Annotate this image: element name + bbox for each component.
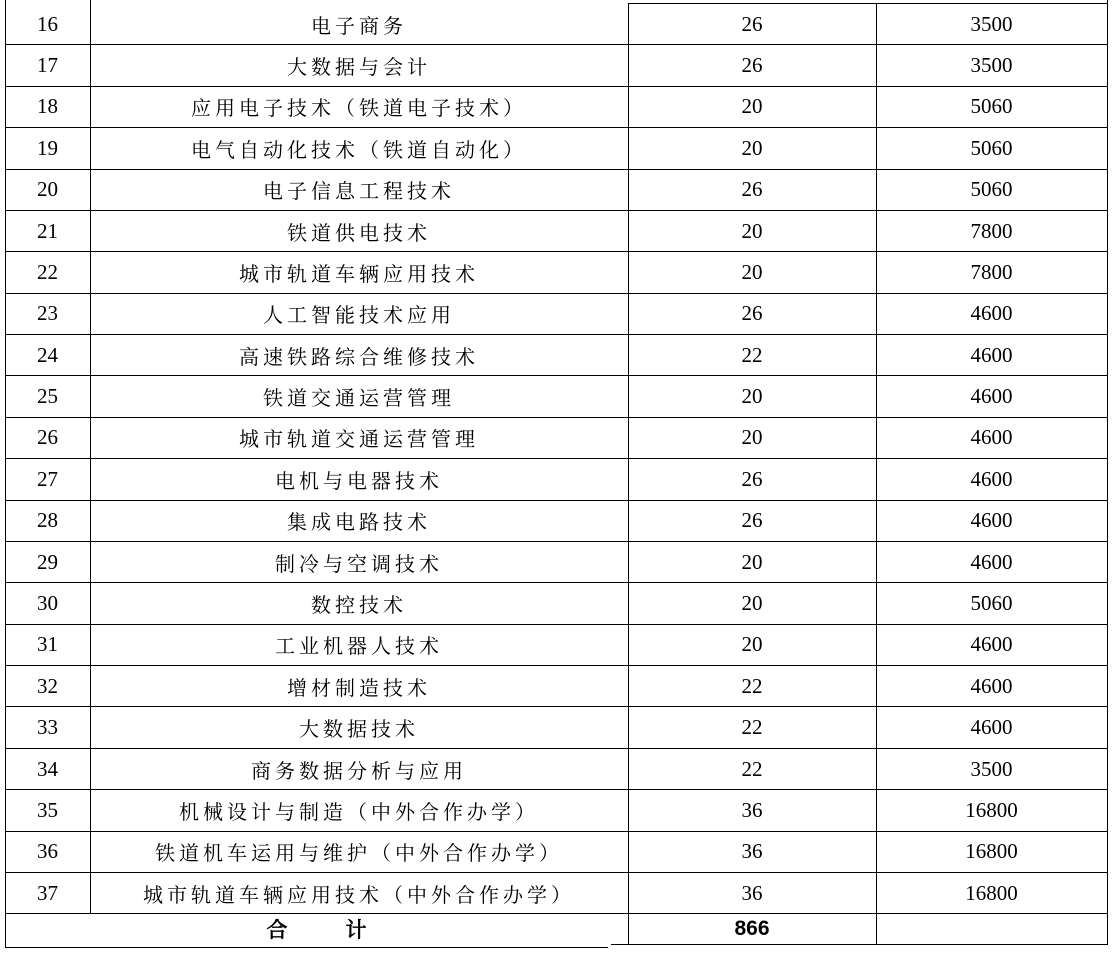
- total-label-left: 合: [266, 918, 288, 942]
- fee-value: 4600: [970, 508, 1013, 533]
- row-divider: [5, 169, 1108, 170]
- total-fee: [876, 914, 1107, 944]
- credits-value: 20: [741, 384, 763, 409]
- fee-value: 4600: [970, 673, 1013, 698]
- row-number: 23: [37, 301, 58, 326]
- credits-value: 22: [741, 715, 763, 740]
- row-divider: [5, 624, 1108, 625]
- major-name: 制冷与空调技术: [275, 551, 443, 576]
- credits-value: 26: [741, 466, 763, 491]
- row-divider: [5, 293, 1108, 294]
- table-right-border: [1107, 0, 1108, 945]
- major-name: 铁道机车运用与维护（中外合作办学）: [155, 841, 563, 866]
- row-number: 25: [37, 384, 58, 409]
- row-divider: [5, 582, 1108, 583]
- row-number: 17: [37, 53, 58, 78]
- credits-value: 26: [741, 53, 763, 78]
- credits-value: 22: [741, 342, 763, 367]
- row-number: 31: [37, 632, 58, 657]
- credits-value: 26: [741, 177, 763, 202]
- major-name: 高速铁路综合维修技术: [239, 344, 479, 369]
- table-bottom-border-left: [5, 947, 608, 948]
- row-number: 26: [37, 425, 58, 450]
- major-name: 大数据与会计: [287, 55, 431, 80]
- row-number: 35: [37, 797, 58, 822]
- fee-value: 7800: [970, 218, 1013, 243]
- row-number: 29: [37, 549, 58, 574]
- credits-value: 26: [741, 301, 763, 326]
- fee-value: 5060: [970, 135, 1013, 160]
- row-divider: [5, 789, 1108, 790]
- major-name: 城市轨道车辆应用技术（中外合作办学）: [143, 882, 575, 907]
- major-name: 铁道交通运营管理: [263, 386, 455, 411]
- credits-value: 36: [741, 797, 763, 822]
- row-number: 20: [37, 177, 58, 202]
- fee-value: 5060: [970, 591, 1013, 615]
- row-number: 24: [37, 342, 58, 367]
- fee-value: 16800: [965, 839, 1018, 864]
- credits-value: 20: [741, 94, 763, 119]
- row-number: 30: [37, 591, 58, 615]
- table-left-border: [5, 0, 6, 948]
- row-divider: [5, 375, 1108, 376]
- row-divider: [5, 500, 1108, 501]
- major-name: 工业机器人技术: [275, 634, 443, 659]
- credits-value: 20: [741, 591, 763, 615]
- row-divider: [5, 44, 1108, 45]
- row-divider: [5, 251, 1108, 252]
- row-divider: [5, 86, 1108, 87]
- major-name: 电机与电器技术: [275, 468, 443, 493]
- row-divider: [5, 541, 1108, 542]
- fee-value: 16800: [965, 880, 1018, 905]
- major-name: 商务数据分析与应用: [251, 758, 467, 783]
- table-bottom-border-right: [611, 944, 1108, 945]
- row-number: 37: [37, 880, 58, 905]
- row-number: 18: [37, 94, 58, 119]
- major-name: 集成电路技术: [287, 510, 431, 535]
- col-divider-no: [90, 0, 91, 914]
- fee-value: 4600: [970, 549, 1013, 574]
- credits-value: 22: [741, 673, 763, 698]
- row-number: 28: [37, 508, 58, 533]
- fee-value: 16800: [965, 797, 1018, 822]
- fee-value: 5060: [970, 177, 1013, 202]
- major-name: 增材制造技术: [287, 675, 431, 700]
- row-divider: [5, 127, 1108, 128]
- row-divider: [5, 872, 1108, 873]
- row-number: 16: [37, 11, 58, 36]
- fee-value: 3500: [970, 756, 1013, 781]
- credits-value: 20: [741, 425, 763, 450]
- major-name: 电子商务: [311, 13, 407, 38]
- credits-value: 36: [741, 880, 763, 905]
- col-divider-major: [628, 3, 629, 945]
- total-credits: 866: [734, 917, 770, 940]
- major-name: 电气自动化技术（铁道自动化）: [191, 137, 527, 162]
- fee-value: 7800: [970, 259, 1013, 284]
- row-number: 34: [37, 756, 58, 781]
- row-number: 22: [37, 259, 58, 284]
- row-number: 27: [37, 466, 58, 491]
- fee-value: 5060: [970, 94, 1013, 119]
- fee-value: 4600: [970, 342, 1013, 367]
- credits-value: 36: [741, 839, 763, 864]
- row-divider: [5, 334, 1108, 335]
- credits-value: 22: [741, 756, 763, 781]
- fee-value: 4600: [970, 384, 1013, 409]
- row-number: 36: [37, 839, 58, 864]
- major-name: 人工智能技术应用: [263, 303, 455, 328]
- row-number: 19: [37, 135, 58, 160]
- credits-value: 20: [741, 259, 763, 284]
- row-divider: [5, 417, 1108, 418]
- row-divider: [5, 665, 1108, 666]
- fee-value: 3500: [970, 53, 1013, 78]
- major-name: 大数据技术: [299, 717, 419, 742]
- fee-value: 4600: [970, 301, 1013, 326]
- major-name: 机械设计与制造（中外合作办学）: [179, 799, 539, 824]
- table-top-border: [628, 3, 1108, 4]
- row-divider: [5, 748, 1108, 749]
- credits-value: 20: [741, 549, 763, 574]
- credits-value: 20: [741, 218, 763, 243]
- row-divider: [5, 458, 1108, 459]
- row-divider: [5, 831, 1108, 832]
- major-name: 数控技术: [311, 593, 407, 617]
- major-name: 城市轨道车辆应用技术: [239, 261, 479, 286]
- row-number: 33: [37, 715, 58, 740]
- fee-value: 4600: [970, 425, 1013, 450]
- total-label-right: 计: [345, 918, 367, 942]
- credits-value: 26: [741, 508, 763, 533]
- major-name: 城市轨道交通运营管理: [239, 427, 479, 452]
- major-name: 铁道供电技术: [287, 220, 431, 245]
- major-name: 电子信息工程技术: [263, 179, 455, 204]
- fee-value: 4600: [970, 715, 1013, 740]
- major-name: 应用电子技术（铁道电子技术）: [191, 96, 527, 121]
- row-number: 21: [37, 218, 58, 243]
- row-number: 32: [37, 673, 58, 698]
- row-divider: [5, 210, 1108, 211]
- total-label: [5, 914, 628, 944]
- fee-value: 3500: [970, 11, 1013, 36]
- fee-value: 4600: [970, 632, 1013, 657]
- col-divider-credits: [876, 3, 877, 945]
- credits-value: 26: [741, 11, 763, 36]
- fee-value: 4600: [970, 466, 1013, 491]
- credits-value: 20: [741, 135, 763, 160]
- row-divider: [5, 706, 1108, 707]
- credits-value: 20: [741, 632, 763, 657]
